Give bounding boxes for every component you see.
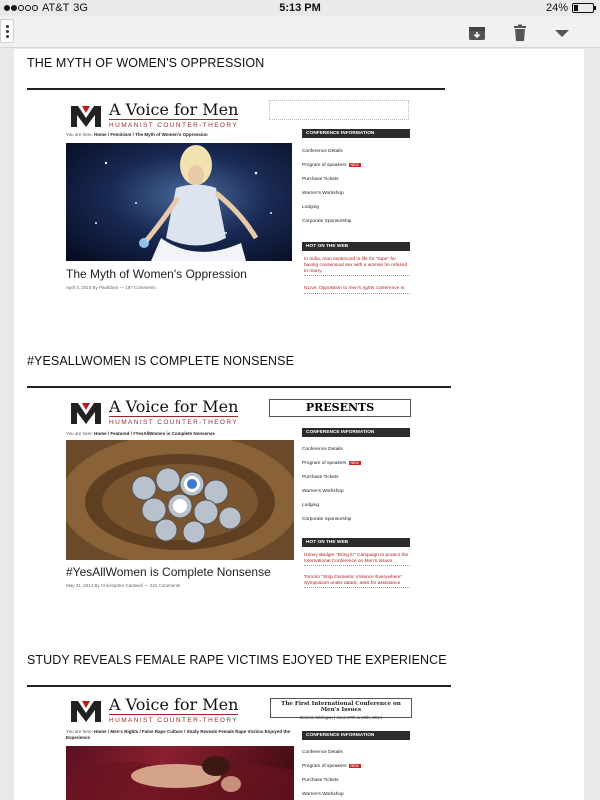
article-photo[interactable]	[66, 143, 292, 261]
breadcrumb-prefix: You are here:	[66, 431, 93, 436]
sidebar-hot-header: HOT ON THE WEB	[302, 538, 410, 547]
sidebar-link[interactable]: Purchase Tickets	[302, 475, 339, 480]
site-logo-icon	[69, 698, 103, 724]
network-label: 3G	[73, 2, 88, 14]
site-tagline: HUMANIST COUNTER-THEORY	[109, 419, 239, 426]
breadcrumb[interactable]: Home / Featured / #YesAllWomen is Complete Nonsense	[94, 431, 215, 436]
site-logo-icon	[69, 400, 103, 426]
sidebar-conference-header: CONFERENCE INFORMATION	[302, 129, 410, 138]
vertical-dots-icon[interactable]	[0, 19, 14, 43]
divider	[27, 386, 451, 388]
battery-percent: 24%	[545, 2, 568, 14]
site-tagline: HUMANIST COUNTER-THEORY	[109, 717, 239, 724]
trash-icon[interactable]	[511, 24, 529, 42]
breadcrumb[interactable]: Home / Men's Rights / False Rape Culture / Study Reveals Female Rape Victims Enjoyed the Experience	[66, 729, 291, 740]
sidebar-link[interactable]: Program of speakers NEW	[302, 764, 359, 769]
article-title[interactable]: #YesAllWomen is Complete Nonsense	[66, 565, 271, 579]
new-badge: NEW	[350, 461, 359, 465]
site-name: A Voice for Men	[109, 397, 239, 416]
breadcrumb-prefix: You are here:	[66, 729, 93, 734]
sidebar-link[interactable]: Purchase Tickets	[302, 778, 339, 783]
site-name: A Voice for Men	[109, 695, 239, 714]
sidebar-links	[302, 149, 361, 233]
article-heading: #YESALLWOMEN IS COMPLETE NONSENSE	[27, 354, 295, 368]
divider	[27, 88, 445, 90]
conference-banner-sub: Detroit, Michigan | June 27th & 28th, 2014	[300, 715, 382, 720]
hot-link[interactable]: Honey Badger "Bring it!" Campaign to protect the International Conference on Men's Issues	[304, 553, 409, 564]
sidebar-links	[302, 447, 361, 531]
presents-banner: PRESENTS	[269, 399, 411, 417]
hot-link[interactable]: Toronto "Stop Domestic Violence Everywhere" Symposium under attack, asks for assistance	[304, 575, 410, 588]
sidebar-link[interactable]: Corporate Sponsorship	[302, 219, 352, 224]
caret-down-icon[interactable]	[553, 24, 571, 42]
header-banner	[269, 100, 409, 120]
site-logo-icon	[69, 103, 103, 129]
article-photo[interactable]	[66, 440, 294, 560]
article-screenshot[interactable]	[64, 393, 438, 599]
sidebar-link[interactable]: Conference Details	[302, 149, 343, 154]
sidebar-link[interactable]: Purchase Tickets	[302, 177, 339, 182]
site-name: A Voice for Men	[109, 100, 239, 119]
new-badge: NEW	[350, 163, 359, 167]
sidebar-links	[302, 750, 361, 800]
new-badge: NEW	[350, 764, 359, 768]
conference-banner	[270, 698, 412, 718]
sidebar-link[interactable]: Lodging	[302, 205, 320, 210]
article-screenshot[interactable]	[64, 692, 438, 800]
sidebar-link[interactable]: Warren's Workshop	[302, 792, 344, 797]
sidebar-hot-header: HOT ON THE WEB	[302, 242, 410, 251]
archive-icon[interactable]	[468, 24, 486, 42]
carrier-label: AT&T	[42, 2, 70, 14]
divider	[27, 685, 451, 687]
site-tagline: HUMANIST COUNTER-THEORY	[109, 122, 239, 129]
battery-icon	[572, 3, 594, 13]
hot-link[interactable]: In India, man sentenced in life for "rape" for having consensual sex with a woman he refused to marry.	[304, 257, 410, 276]
conference-banner-title: The First International Conference on Men's Issues	[281, 701, 401, 713]
hot-link[interactable]: NLive: Opposition to men's rights conference in	[304, 286, 410, 294]
article-photo[interactable]	[66, 746, 294, 800]
sidebar-link[interactable]: Warren's Workshop	[302, 489, 344, 494]
article-heading: THE MYTH OF WOMEN'S OPPRESSION	[27, 56, 265, 70]
sidebar-conference-header: CONFERENCE INFORMATION	[302, 428, 410, 437]
sidebar-link[interactable]: Program of speakers NEW	[302, 163, 359, 168]
article-screenshot[interactable]	[64, 97, 412, 305]
article-heading: STUDY REVEALS FEMALE RAPE VICTIMS EJOYED THE EXPERIENCE	[27, 653, 447, 667]
email-body	[14, 49, 584, 800]
sidebar-link[interactable]: Lodging	[302, 503, 320, 508]
sidebar-link[interactable]: Conference Details	[302, 750, 343, 755]
sidebar-conference-header: CONFERENCE INFORMATION	[302, 731, 410, 740]
sidebar-link[interactable]: Conference Details	[302, 447, 343, 452]
article-title[interactable]: The Myth of Women's Oppression	[66, 267, 247, 281]
clock: 5:13 PM	[279, 2, 321, 14]
status-bar	[0, 0, 600, 16]
sidebar-link[interactable]: Warren's Workshop	[302, 191, 344, 196]
article-byline: April 3, 2016 By PaulElam — 197 Comments	[66, 285, 156, 290]
sidebar-link[interactable]: Corporate Sponsorship	[302, 517, 352, 522]
breadcrumb-prefix: You are here:	[66, 132, 93, 137]
sidebar-link[interactable]: Program of speakers NEW	[302, 461, 359, 466]
article-byline: May 31, 2014 By Christopher Cantwell — 222 Comments	[66, 583, 181, 588]
breadcrumb[interactable]: Home / Feminism / The Myth of Women's Oppression	[94, 132, 208, 137]
mail-toolbar	[0, 16, 600, 48]
